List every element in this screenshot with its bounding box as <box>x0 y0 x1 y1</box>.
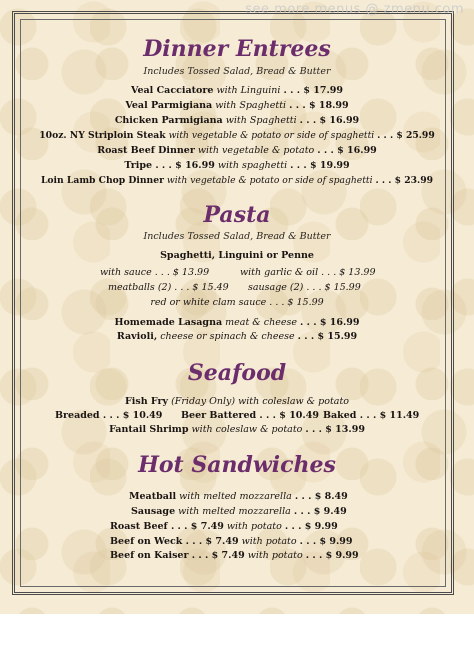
menu-item: Fantail Shrimp with coleslaw & potato . . . $ 13.99 <box>109 424 365 435</box>
pasta-choice: Spaghetti, Linguini or Penne <box>160 250 314 261</box>
watermark: see more menus @ zmenu.com <box>245 2 464 17</box>
menu-item: Beef on Weck . . . $ 7.49 with potato . . . $ 9.99 <box>110 536 353 547</box>
pasta-option: sausage (2) . . . $ 15.99 <box>248 282 361 293</box>
seafood-title: Seafood <box>187 360 287 386</box>
menu-item: Ravioli, cheese or spinach & cheese . . . $ 15.99 <box>116 331 358 342</box>
fish-fry-breaded: Breaded . . . $ 10.49 <box>55 410 163 421</box>
pasta-title: Pasta <box>203 202 271 228</box>
menu-item: Sausage with melted mozzarella . . . $ 9.49 <box>131 506 347 517</box>
pasta-clam: red or white clam sauce . . . $ 15.99 <box>150 297 324 308</box>
menu-item: 10oz. NY Striploin Steak with vegetable & potato or side of spaghetti . . . $ 25.99 <box>39 130 435 141</box>
menu-item: Homemade Lasagna meat & cheese . . . $ 16.99 <box>114 317 360 328</box>
pasta-option: with sauce . . . $ 13.99 <box>100 267 210 278</box>
menu-item: Loin Lamb Chop Dinner with vegetable & potato or side of spaghetti . . . $ 23.99 <box>40 175 434 186</box>
fish-fry: Fish Fry (Friday Only) with coleslaw & potato <box>125 396 349 407</box>
menu-item: Beef on Kaiser . . . $ 7.49 with potato . . . $ 9.99 <box>110 550 359 561</box>
menu-item: Tripe . . . $ 16.99 with spaghetti . . . $ 19.99 <box>124 160 350 171</box>
sandwiches-title: Hot Sandwiches <box>138 452 336 478</box>
dinner-title: Dinner Entrees <box>143 36 331 62</box>
menu-item: Meatball with melted mozzarella . . . $ 8.49 <box>129 491 348 502</box>
page-bottom-margin <box>0 614 474 652</box>
fish-fry-baked: Baked . . . $ 11.49 <box>323 410 420 421</box>
pasta-subtitle: Includes Tossed Salad, Bread & Butter <box>143 231 331 242</box>
pasta-option: with garlic & oil . . . $ 13.99 <box>240 267 376 278</box>
menu-item: Veal Cacciatore with Linguini . . . $ 17.99 <box>130 85 344 96</box>
pasta-option: meatballs (2) . . . $ 15.49 <box>108 282 229 293</box>
menu-item: Roast Beef Dinner with vegetable & potato . . . $ 16.99 <box>97 145 377 156</box>
menu-item: Veal Parmigiana with Spaghetti . . . $ 18.99 <box>125 100 349 111</box>
fish-fry-battered: Beer Battered . . . $ 10.49 <box>181 410 319 421</box>
menu-item: Chicken Parmigiana with Spaghetti . . . $ 16.99 <box>114 115 360 126</box>
menu-item: Roast Beef . . . $ 7.49 with potato . . . $ 9.99 <box>110 521 338 532</box>
dinner-subtitle: Includes Tossed Salad, Bread & Butter <box>143 66 331 77</box>
